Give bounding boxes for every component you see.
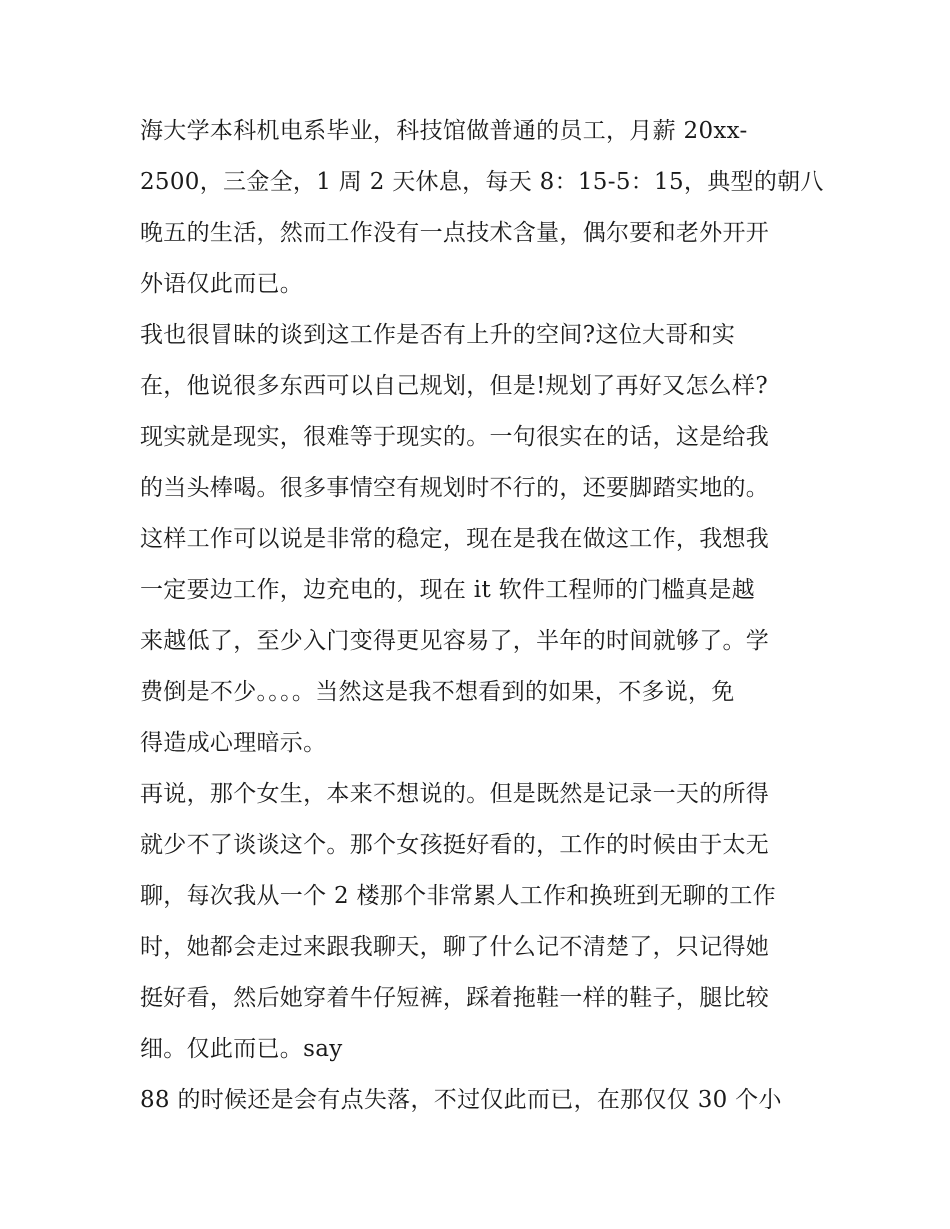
- text-line: 外语仅此而已。: [140, 271, 304, 297]
- text-line: 得造成心理暗示。: [140, 730, 327, 756]
- text-line: 晚五的生活，然而工作没有一点技术含量，偶尔要和老外开开: [140, 220, 770, 246]
- text-line: 再说，那个女生，本来不想说的。但是既然是记录一天的所得: [140, 781, 770, 807]
- text-line: 一定要边工作，边充电的，现在 it 软件工程师的门槛真是越: [140, 577, 755, 603]
- text-line: 的当头棒喝。很多事情空有规划时不行的，还要脚踏实地的。: [140, 475, 770, 501]
- body-text: [140, 106, 824, 1126]
- text-line: 2500，三金全，1 周 2 天休息，每天 8：15-5：15，典型的朝八: [140, 169, 824, 195]
- text-line: 聊，每次我从一个 2 楼那个非常累人工作和换班到无聊的工作: [140, 883, 776, 909]
- text-line: 来越低了，至少入门变得更见容易了，半年的时间就够了。学: [140, 628, 770, 654]
- text-line: 细。仅此而已。say: [140, 1036, 343, 1062]
- text-line: 88 的时候还是会有点失落，不过仅此而已，在那仅仅 30 个小: [140, 1087, 782, 1113]
- text-line: 费倒是不少。。。。当然这是我不想看到的如果，不多说，免: [140, 679, 735, 705]
- text-line: 我也很冒昧的谈到这工作是否有上升的空间?这位大哥和实: [140, 322, 736, 348]
- text-line: 在，他说很多东西可以自己规划，但是!规划了再好又怎么样?: [140, 373, 768, 399]
- text-line: 挺好看，然后她穿着牛仔短裤，踩着拖鞋一样的鞋子，腿比较: [140, 985, 770, 1011]
- text-line: 现实就是现实，很难等于现实的。一句很实在的话，这是给我: [140, 424, 770, 450]
- text-line: 这样工作可以说是非常的稳定，现在是我在做这工作，我想我: [140, 526, 770, 552]
- text-line: 海大学本科机电系毕业，科技馆做普通的员工，月薪 20xx-: [140, 118, 748, 144]
- text-line: 就少不了谈谈这个。那个女孩挺好看的，工作的时候由于太无: [140, 832, 770, 858]
- text-line: 时，她都会走过来跟我聊天，聊了什么记不清楚了，只记得她: [140, 934, 770, 960]
